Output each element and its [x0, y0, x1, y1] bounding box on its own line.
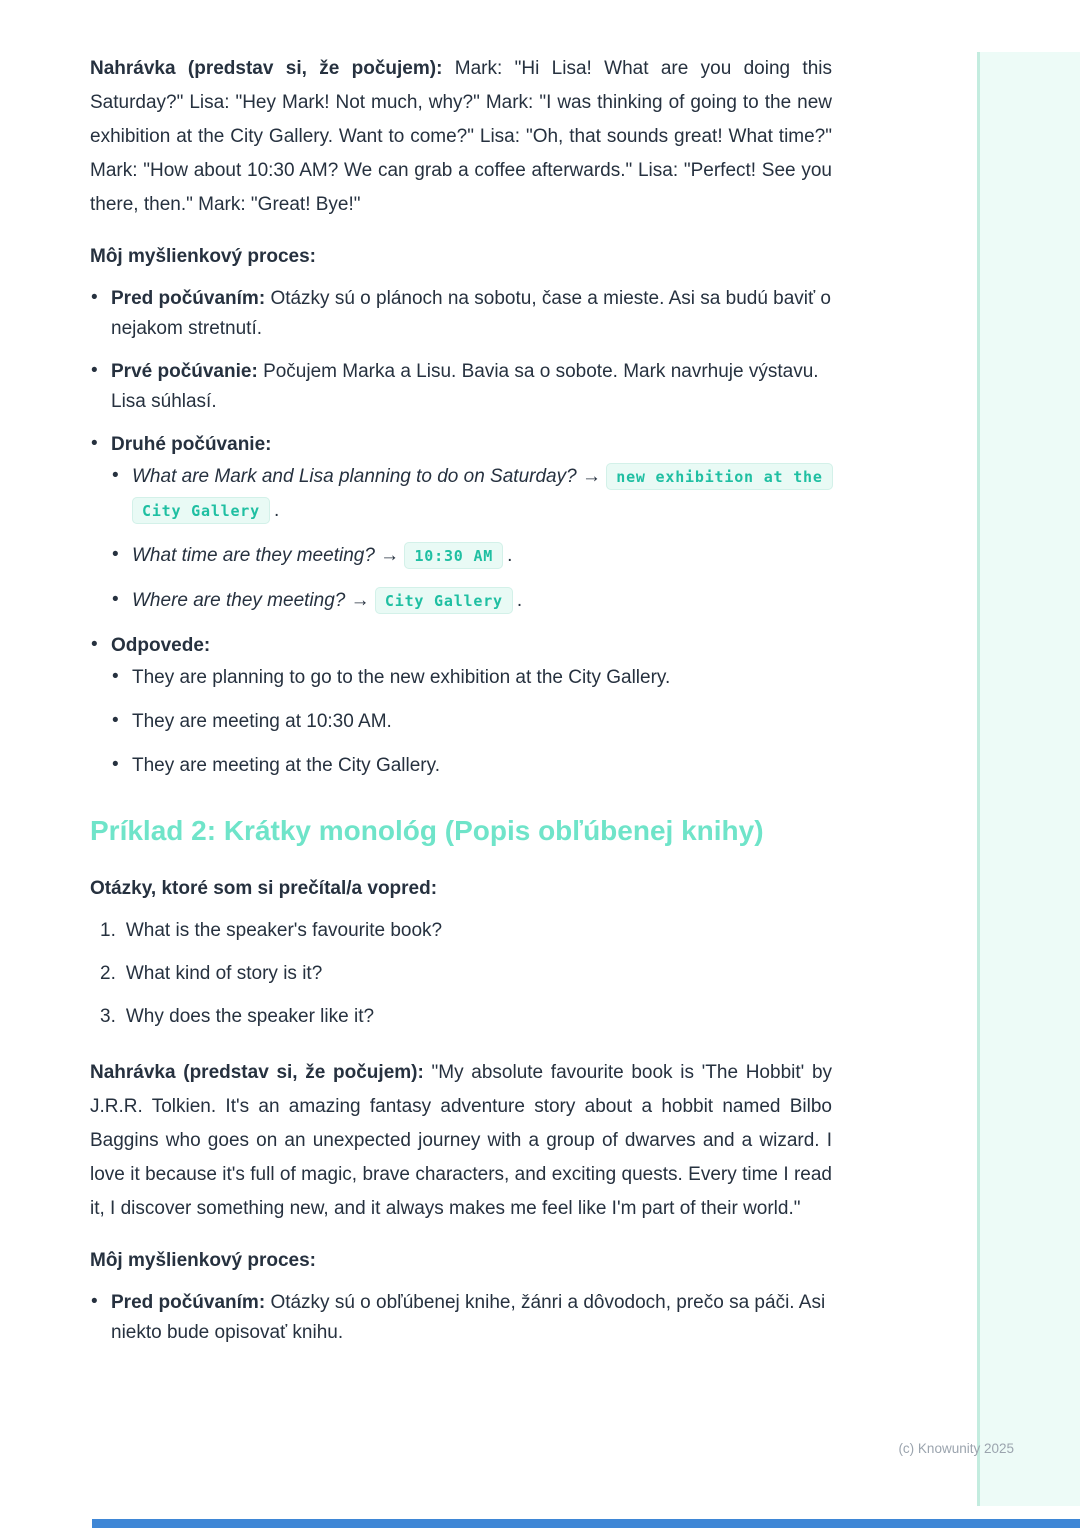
answer-text-3: They are meeting at the City Gallery.	[132, 755, 440, 776]
first-listening-text: Počujem Marka a Lisu. Bavia sa o sobote. Mark navrhuje výstavu. Lisa súhlasí.	[111, 361, 819, 412]
list-item-answers	[90, 631, 832, 782]
question-2: What time are they meeting? →	[132, 545, 400, 566]
numbered-question-3	[90, 1002, 832, 1032]
thought-process-list-2	[90, 1288, 832, 1348]
thought-process-heading-2: Môj myšlienkový proces:	[90, 1250, 316, 1271]
next-block-blue-edge	[92, 1519, 1080, 1528]
thought-process-list-1	[90, 284, 832, 782]
recording-label-2: Nahrávka (predstav si, že počujem):	[90, 1062, 424, 1083]
before-listening-text-2: Otázky sú o obľúbenej knihe, žánri a dôvodoch, prečo sa páči. Asi niekto bude opisovať knihu.	[111, 1292, 826, 1343]
answer-item-1	[111, 661, 832, 694]
numbered-question-1	[90, 916, 832, 946]
qa-item-3	[111, 584, 832, 618]
answer-text-2: They are meeting at 10:30 AM.	[132, 711, 392, 732]
question-number-2: 2.	[100, 963, 116, 984]
pre-read-questions-heading: Otázky, ktoré som si prečítal/a vopred:	[90, 878, 438, 899]
answers-label: Odpovede:	[111, 635, 211, 656]
period-2: .	[507, 545, 513, 566]
before-listening-label: Pred počúvaním:	[111, 288, 266, 309]
question-number-3: 3.	[100, 1006, 116, 1027]
second-listening-sublist	[111, 460, 832, 618]
right-margin-strip	[977, 52, 1080, 1506]
question-1: What are Mark and Lisa planning to do on Saturday? →	[132, 466, 601, 487]
watermark: (c) Knowunity 2025	[898, 1441, 1014, 1456]
before-listening-label-2: Pred počúvaním:	[111, 1292, 266, 1313]
qa-item-1	[111, 460, 832, 528]
question-number-1: 1.	[100, 920, 116, 941]
answer-highlight-1: new exhibition at the City Gallery	[132, 463, 833, 524]
second-listening-label: Druhé počúvanie:	[111, 434, 272, 455]
qa-item-2	[111, 539, 832, 573]
question-text-3: Why does the speaker like it?	[125, 1006, 375, 1027]
answers-sublist	[111, 661, 832, 782]
first-listening-label: Prvé počúvanie:	[111, 361, 258, 382]
recording-paragraph-1	[90, 52, 832, 222]
document-content	[90, 52, 832, 1361]
answer-text-1: They are planning to go to the new exhibition at the City Gallery.	[132, 667, 671, 688]
pre-read-questions-list	[90, 916, 832, 1032]
recording-label-1: Nahrávka (predstav si, že počujem):	[90, 58, 443, 79]
answer-highlight-2: 10:30 AM	[404, 542, 503, 569]
list-item-before-listening	[90, 284, 832, 344]
period-1: .	[273, 500, 280, 521]
answer-item-3	[111, 749, 832, 782]
list-item-first-listening	[90, 357, 832, 417]
list-item-second-listening	[90, 430, 832, 618]
question-text-1: What is the speaker's favourite book?	[125, 920, 443, 941]
numbered-question-2	[90, 959, 832, 989]
answer-item-2	[111, 705, 832, 738]
section-heading-example-2: Príklad 2: Krátky monológ (Popis obľúbenej knihy)	[90, 815, 764, 846]
thought-process-heading-1: Môj myšlienkový proces:	[90, 246, 316, 267]
question-3: Where are they meeting? →	[132, 590, 370, 611]
recording-text-1: Mark: "Hi Lisa! What are you doing this Saturday?" Lisa: "Hey Mark! Not much, why?" Mark: "I was thinking of going to the new exhibition at the City Gallery. Want to come?" Lisa: "Oh, that sounds great! What time?" Mark: "How about 10:30 AM? We can grab a coffee afterwards." Lisa: "Perfect! See you there, then." Mark: "Great! Bye!"	[90, 58, 832, 215]
list-item-before-listening-2	[90, 1288, 832, 1348]
question-text-2: What kind of story is it?	[125, 963, 323, 984]
before-listening-text: Otázky sú o plánoch na sobotu, čase a mieste. Asi sa budú baviť o nejakom stretnutí.	[111, 288, 832, 339]
period-3: .	[516, 590, 523, 611]
answer-highlight-3: City Gallery	[375, 587, 513, 614]
recording-paragraph-2	[90, 1056, 832, 1226]
recording-text-2: "My absolute favourite book is 'The Hobbit' by J.R.R. Tolkien. It's an amazing fantasy adventure story about a hobbit named Bilbo Baggins who goes on an unexpected journey with a group of dwarves and a wizard. I love it because it's full of magic, brave characters, and exciting quests. Every time I read it, I discover something new, and it always makes me feel like I'm part of their world."	[90, 1062, 833, 1219]
